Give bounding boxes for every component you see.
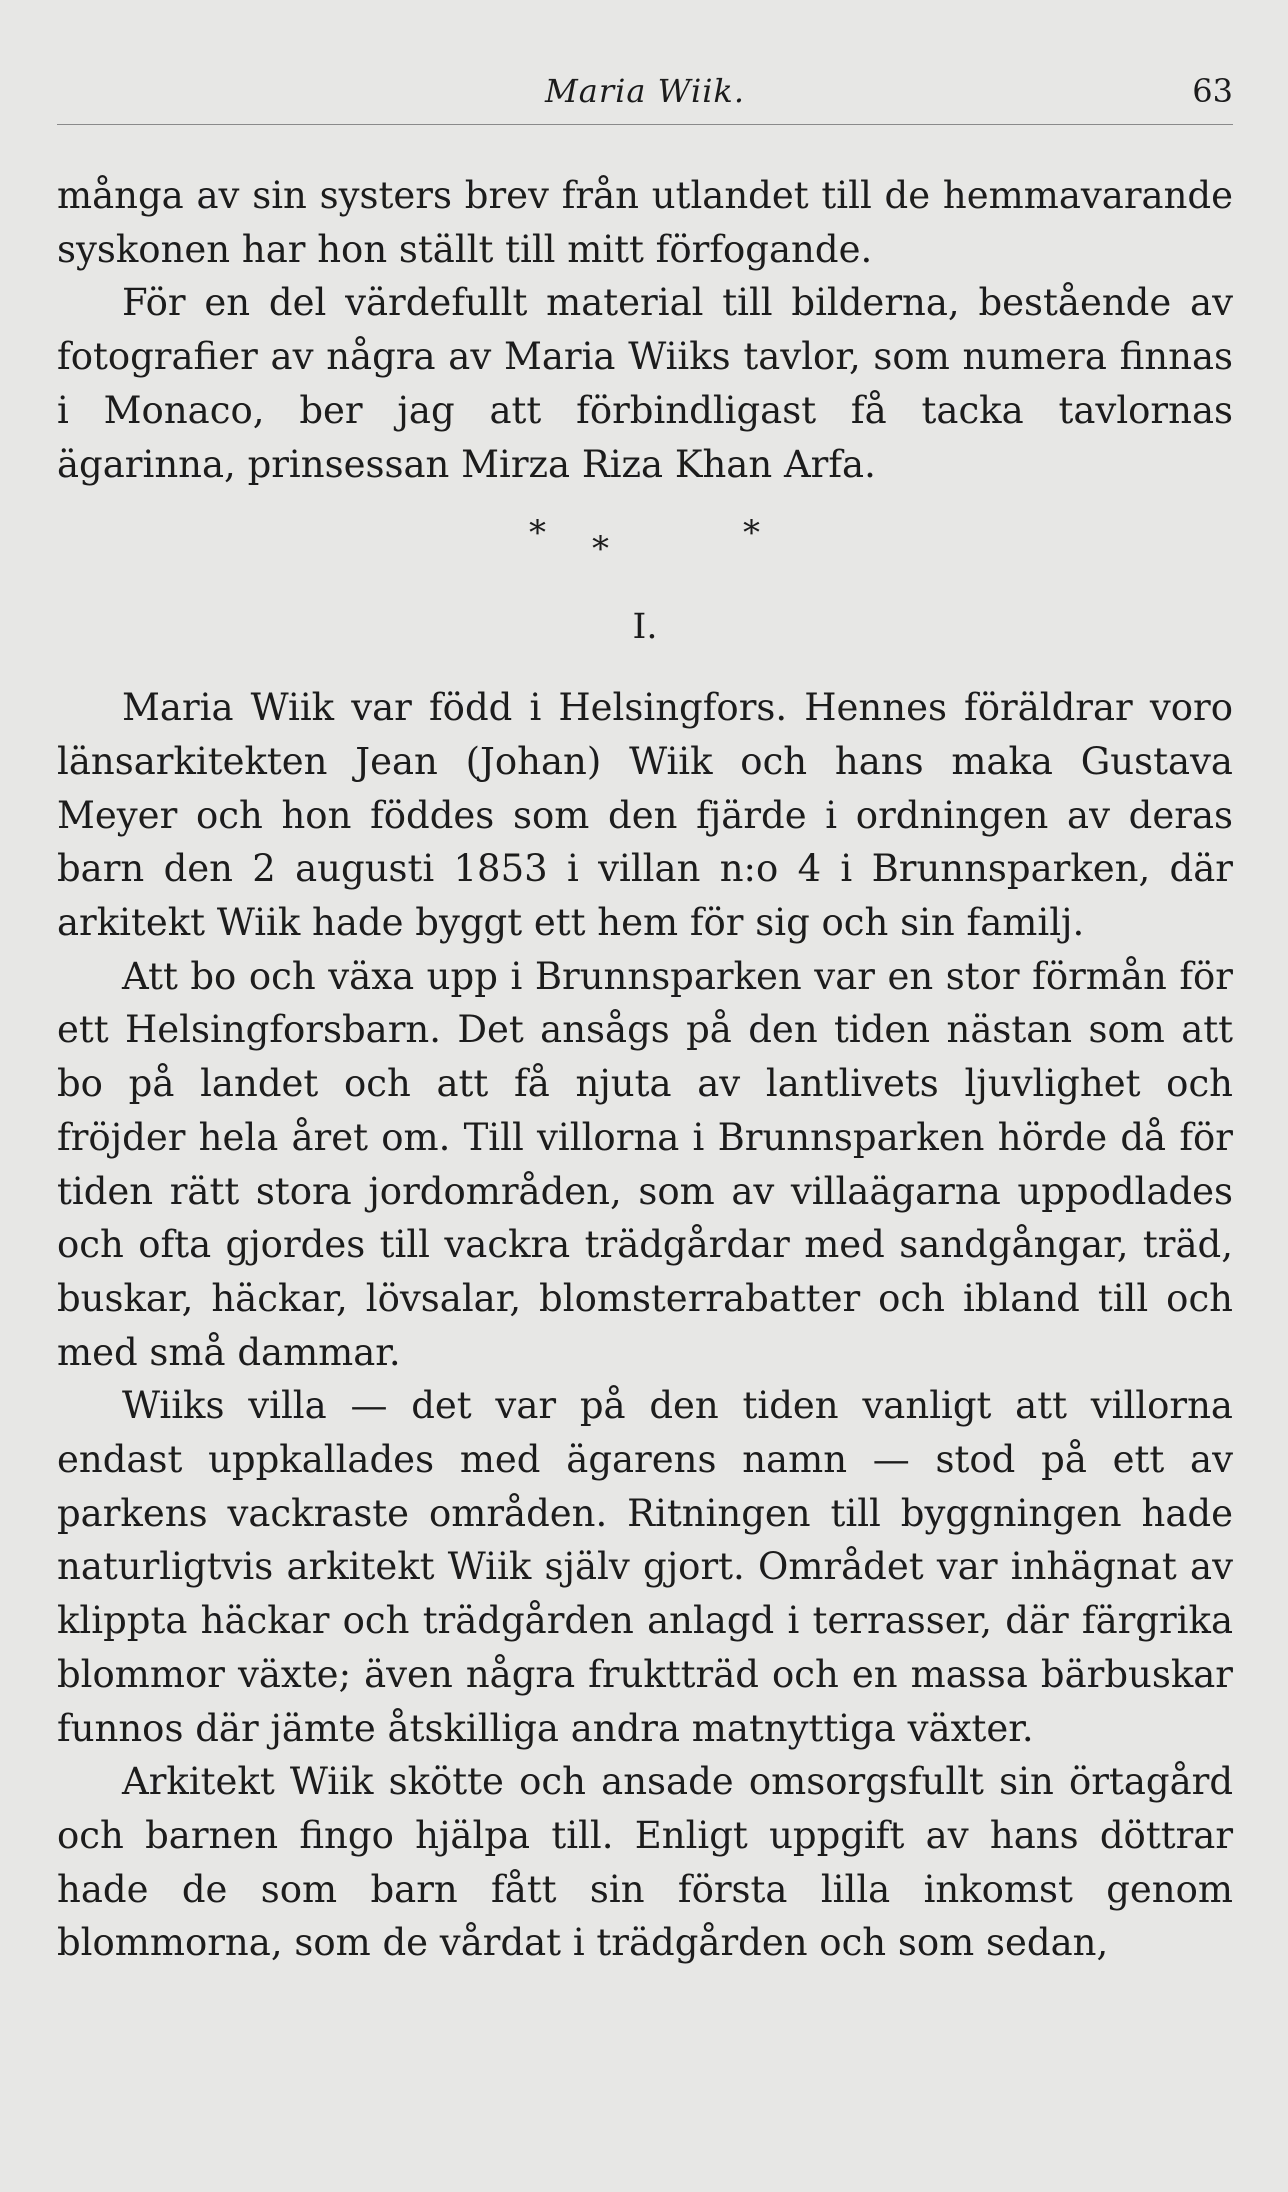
running-title: Maria Wiik. <box>545 72 745 110</box>
page-number: 63 <box>1192 72 1233 110</box>
paragraph-garden: Arkitekt Wiik skötte och ansade omsorgsfullt sin örtagård och barnen fingo hjälpa till. Enligt uppgift av hans döttrar hade de som barn fått sin första lilla inkomst genom blommorna, som de vårdat i trädgården och som sedan, <box>57 1760 1233 1965</box>
asterism-star-left: * <box>529 513 546 554</box>
asterism-star-right: * <box>743 513 760 554</box>
paragraph-thanks: För en del värdefullt material till bilderna, bestående av fotografier av några av Maria Wiiks tavlor, som numera finnas i Monaco, ber jag att förbindligast få tacka tavlornas ägarinna, prinsessan Mirza Riza Khan Arfa. <box>57 281 1233 486</box>
paragraph-brunnsparken: Att bo och växa upp i Brunnsparken var en stor förmån för ett Helsingforsbarn. Det ansågs på den tiden nästan som att bo på landet och att få njuta av lantlivets ljuvlighet och fröjder hela året om. Till villorna i Brunnsparken hörde då för tiden rätt stora jordområden, som av villaägarna uppodlades och ofta gjordes till vackra trädgårdar med sandgångar, träd, buskar, häckar, lövsalar, blomsterrabatter och ibland till och med små dammar. <box>57 954 1233 1374</box>
asterism-star-middle: * <box>592 529 609 570</box>
asterism <box>57 507 1233 571</box>
running-head <box>57 72 1233 125</box>
paragraph-birth: Maria Wiik var född i Helsingfors. Hennes föräldrar voro länsarkitekten Jean (Johan) Wiik och hans maka Gustava Meyer och hon föddes som den fjärde i ordningen av deras barn den 2 augusti 1853 i villan n:o 4 i Brunnsparken, där arkitekt Wiik hade byggt ett hem för sig och sin familj. <box>57 686 1233 945</box>
chapter-number: I. <box>632 607 658 648</box>
book-page <box>57 72 1233 1970</box>
paragraph-villa: Wiiks villa — det var på den tiden vanligt att villorna endast uppkallades med ägarens namn — stod på ett av parkens vackraste områden. Ritningen till byggningen hade naturligtvis arkitekt Wiik själv gjort. Området var inhägnat av klippta häckar och trädgården anlagd i terrasser, där färgrika blommor växte; även några fruktträd och en massa bärbuskar funnos där jämte åtskilliga andra matnyttiga växter. <box>57 1384 1233 1750</box>
paragraph-intro-end: många av sin systers brev från utlandet till de hemmavarande syskonen har hon ställt till mitt förfogande. <box>57 174 1233 271</box>
body-text <box>57 169 1233 1970</box>
